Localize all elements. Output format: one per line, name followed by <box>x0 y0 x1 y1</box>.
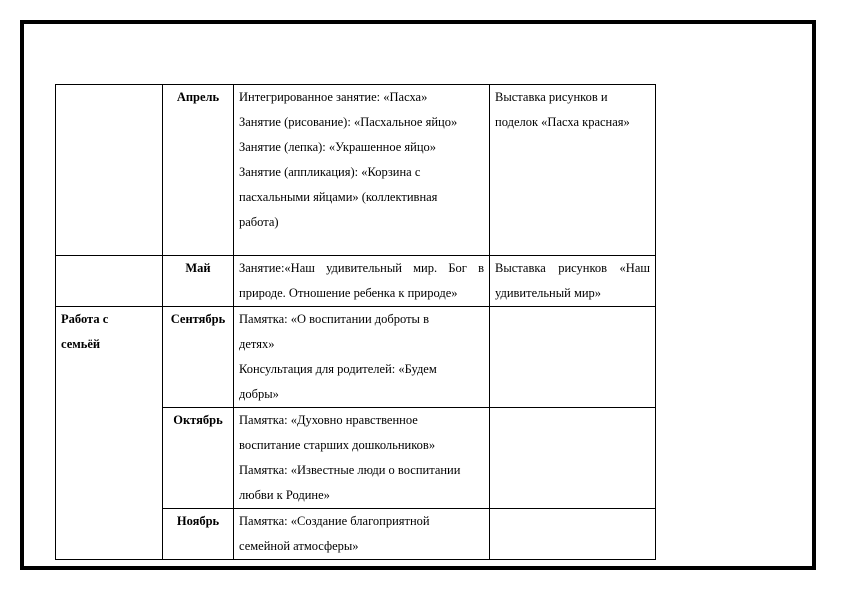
table-row-may <box>56 256 656 307</box>
activity-line: работа) <box>239 215 279 229</box>
activity-line: Интегрированное занятие: «Пасха» <box>239 90 428 104</box>
results-cell-may <box>490 256 656 307</box>
activities-cell-may <box>234 256 490 307</box>
result-line-part: Выставка <box>495 261 546 275</box>
activities-cell-october <box>234 408 490 509</box>
activities-cell-april <box>234 85 490 256</box>
section-cell-empty-1 <box>56 85 163 256</box>
section-cell-family <box>56 307 163 560</box>
activity-line: Занятие (лепка): «Украшенное яйцо» <box>239 140 437 154</box>
activity-line: Памятка: «Известные люди о воспитании <box>239 463 461 477</box>
activity-line: добры» <box>239 387 279 401</box>
table-row-april <box>56 85 656 256</box>
activity-line <box>239 256 484 281</box>
result-line: Выставка рисунков и <box>495 90 608 104</box>
activity-line: пасхальными яйцами» (коллективная <box>239 190 438 204</box>
activity-line: детях» <box>239 337 275 351</box>
activity-line: Памятка: «Духовно нравственное <box>239 413 418 427</box>
activity-line-part: удивительный <box>326 261 402 275</box>
results-cell-april <box>490 85 656 256</box>
activity-line: Памятка: «Создание благоприятной <box>239 514 430 528</box>
activity-line: Занятие (аппликация): «Корзина с <box>239 165 421 179</box>
activity-line-part: Бог <box>448 261 467 275</box>
month-cell-september: Сентябрь <box>163 307 234 408</box>
results-cell-october <box>490 408 656 509</box>
table-row-september <box>56 307 656 408</box>
activity-line-part: мир. <box>413 261 438 275</box>
month-cell-november: Ноябрь <box>163 509 234 560</box>
plan-table <box>55 84 656 560</box>
section-cell-empty-2 <box>56 256 163 307</box>
activity-line: природе. Отношение ребенка к природе» <box>239 286 458 300</box>
month-cell-october: Октябрь <box>163 408 234 509</box>
result-line-part: рисунков <box>558 261 608 275</box>
month-cell-may: Май <box>163 256 234 307</box>
result-line-part: «Наш <box>619 261 650 275</box>
activity-line: воспитание старших дошкольников» <box>239 438 436 452</box>
activity-line: Памятка: «О воспитании доброты в <box>239 312 429 326</box>
month-cell-april: Апрель <box>163 85 234 256</box>
results-cell-november <box>490 509 656 560</box>
activity-line: Консультация для родителей: «Будем <box>239 362 437 376</box>
result-line <box>495 256 650 281</box>
activity-line-part: в <box>478 261 484 275</box>
result-line: поделок «Пасха красная» <box>495 115 630 129</box>
results-cell-september <box>490 307 656 408</box>
section-title-line: семьёй <box>61 337 101 351</box>
section-title-line: Работа с <box>61 312 109 326</box>
activity-line: Занятие (рисование): «Пасхальное яйцо» <box>239 115 458 129</box>
activities-cell-september <box>234 307 490 408</box>
activity-line: любви к Родине» <box>239 488 330 502</box>
result-line: удивительный мир» <box>495 286 602 300</box>
activity-line-part: Занятие:«Наш <box>239 261 315 275</box>
activities-cell-november <box>234 509 490 560</box>
activity-line: семейной атмосферы» <box>239 539 359 553</box>
